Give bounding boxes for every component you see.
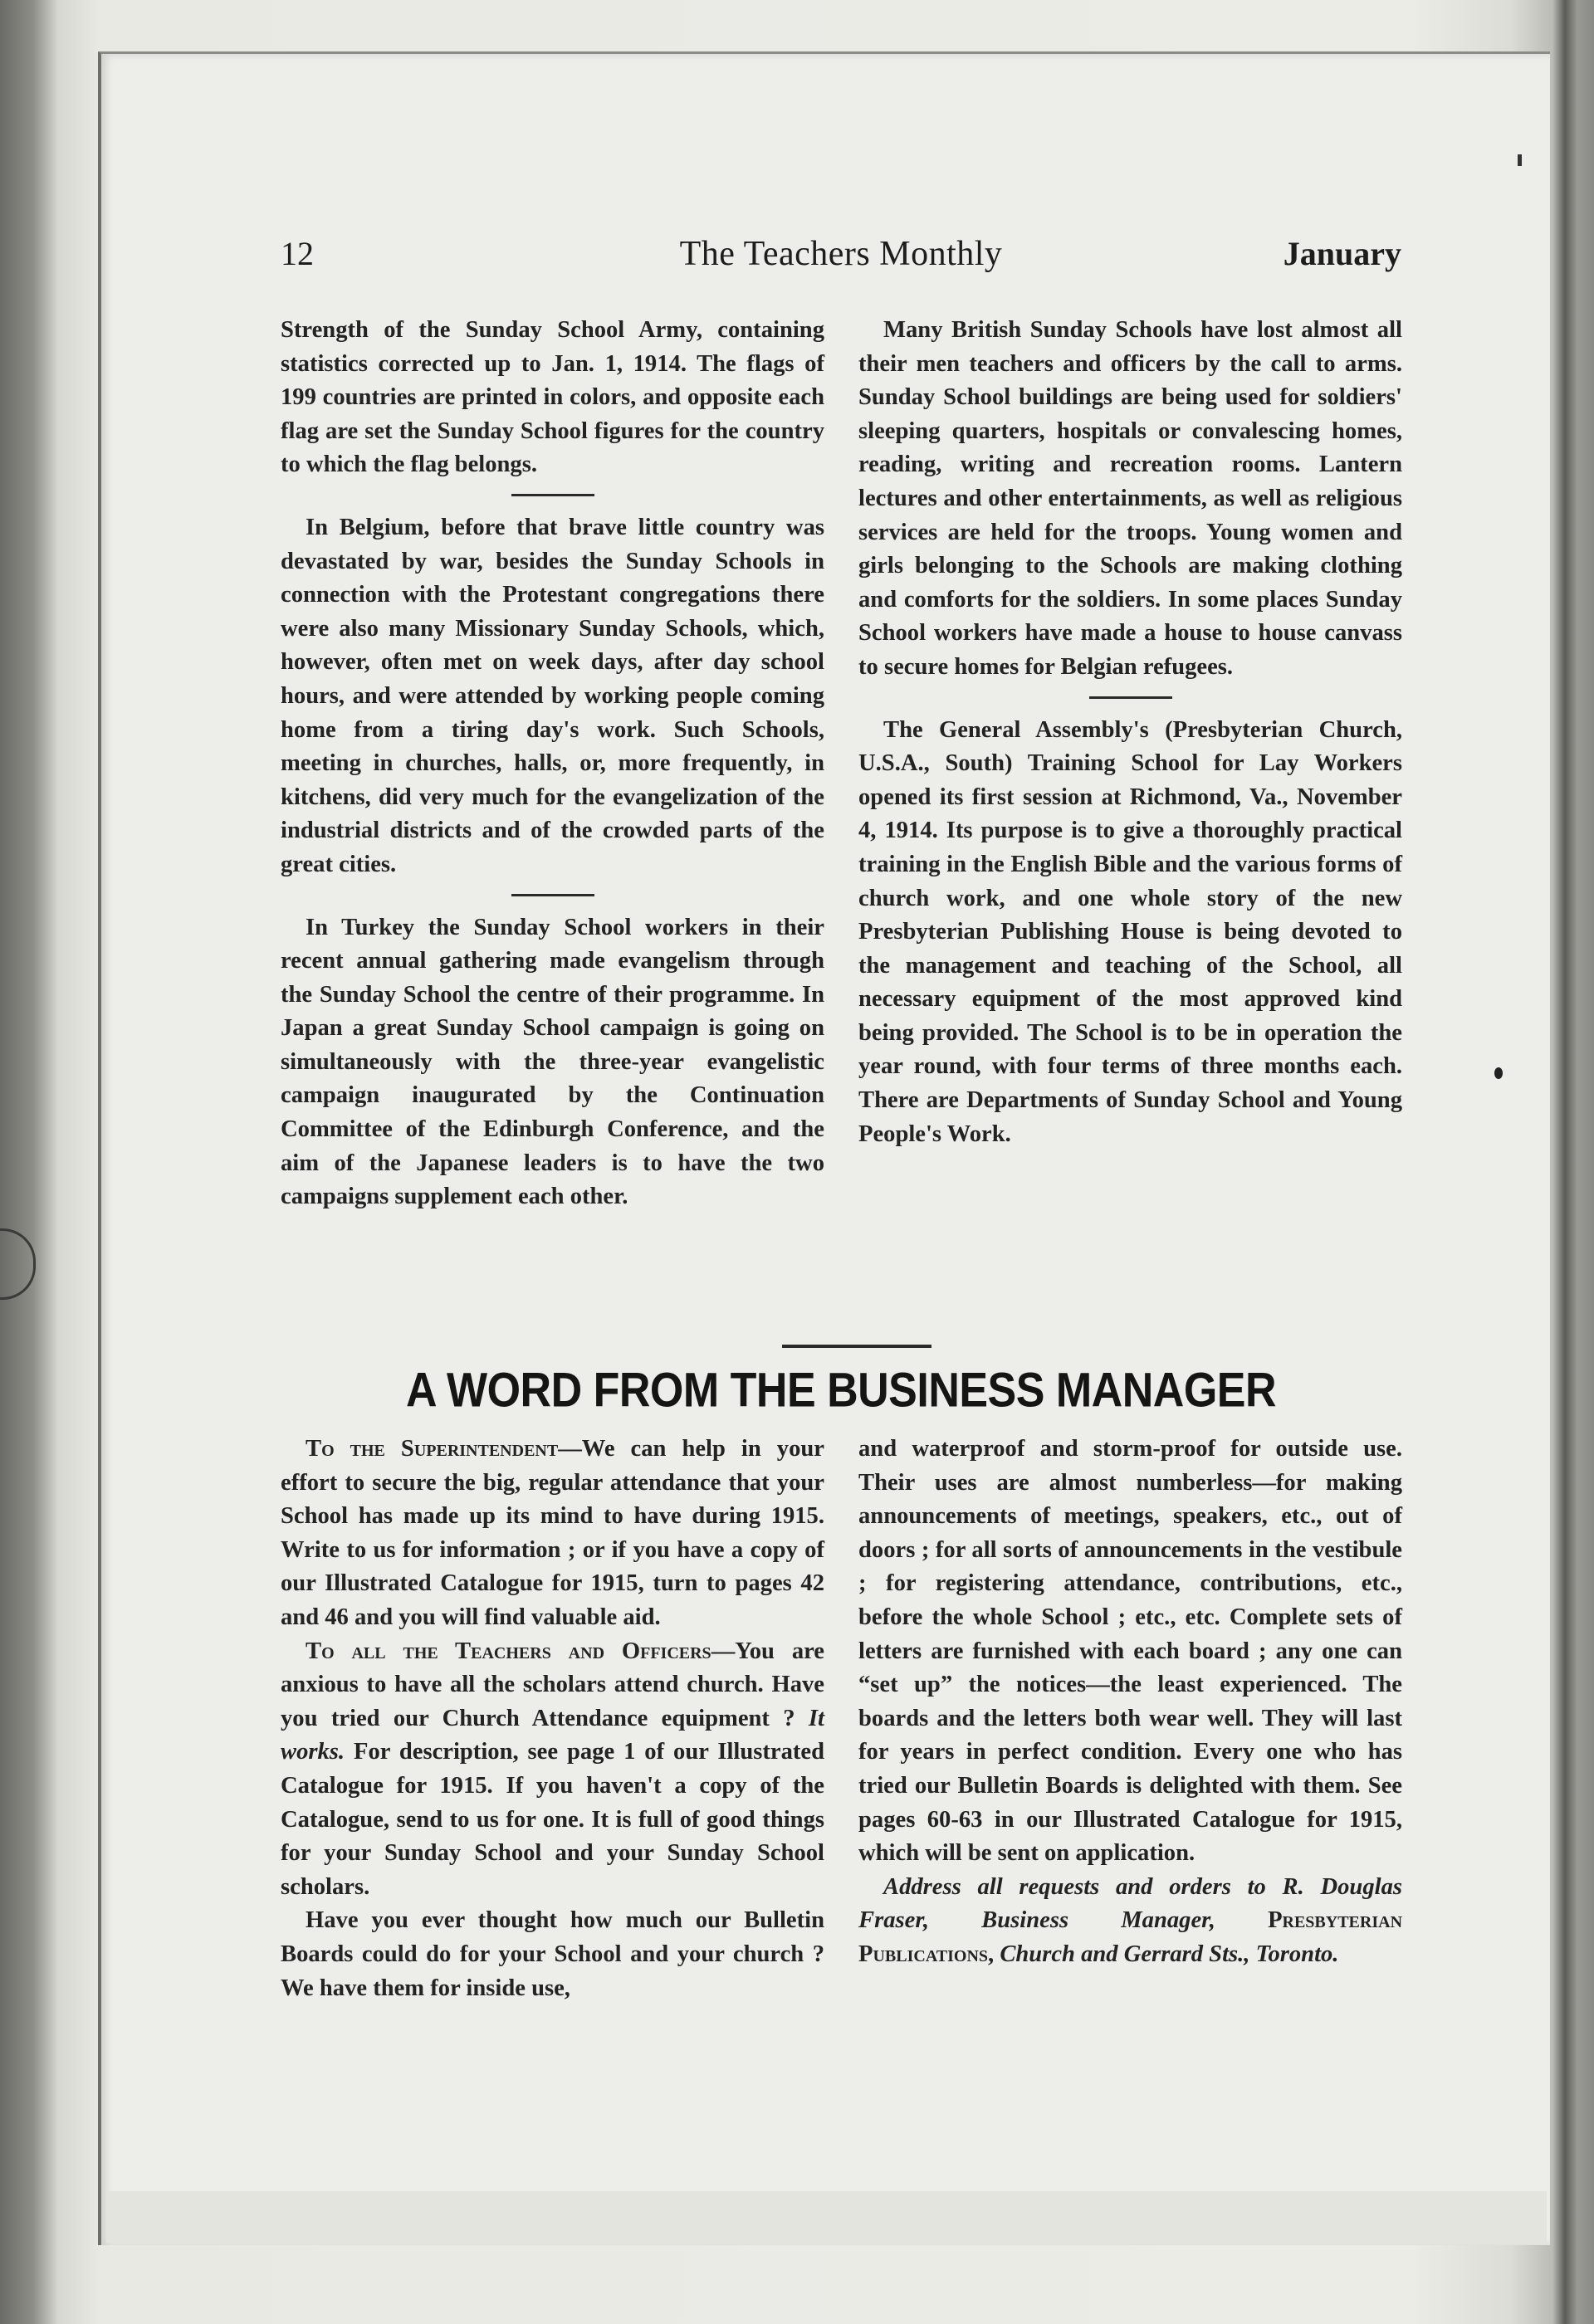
divider	[1089, 696, 1172, 699]
business-left-column	[281, 1433, 824, 2005]
divider	[511, 894, 594, 896]
paragraph: The General Assembly's (Presbyterian Church, U.S.A., South) Training School for Lay Workers opened its first session at Richmond, Va., November 4, 1914. Its purpose is to give a thoroughly practical training in the English Bible and the various forms of church work, and one whole story of the new Presbyterian Publishing House is being devoted to the management and teaching of the School, all necessary equipment of the most approved kind being provided. The School is to be in operation the year round, with four terms of three months each. There are Departments of Sunday School and Young People's Work.	[858, 716, 1402, 1147]
paragraph: Strength of the Sunday School Army, containing statistics corrected up to Jan. 1, 1914. The flags of 199 countries are printed in colors, and opposite each flag are set the Sunday School figures for the country to which the flag belongs.	[281, 317, 824, 478]
running-header	[281, 234, 1401, 284]
paragraph: Have you ever thought how much our Bulletin Boards could do for your School and your church ? We have them for inside use,	[281, 1907, 824, 2001]
paragraph: In Belgium, before that brave little country was devastated by war, besides the Sunday Schools in connection with the Protestant congregations there were also many Missionary Sunday Schools, which, however, often met on week days, after day school hours, and were attended by working people coming home from a tiring day's work. Such Schools, meeting in churches, halls, or, more frequently, in kitchens, did very much for the evangelization of the industrial districts and of the crowded parts of the great cities.	[281, 514, 824, 877]
paragraph	[281, 1433, 824, 1635]
left-column	[281, 314, 824, 1214]
page-number: 12	[281, 235, 314, 272]
address-text: Address all requests and orders to R. Douglas Fraser, Business Manager,	[858, 1873, 1402, 1934]
section-rule	[782, 1345, 931, 1348]
paragraph	[281, 1635, 824, 1905]
emphasis: It works.	[281, 1705, 824, 1765]
body-text: For description, see page 1 of our Illustrated Catalogue for 1915. If you haven't a copy of the Catalogue, send to us for one. It is full of good things for your Sunday School and your Sunday School scholars.	[281, 1739, 824, 1900]
paragraph: and waterproof and storm-proof for outside use. Their uses are almost numberless—for making announcements of meetings, speakers, etc., out of doors ; for all sorts of announcements in the vestibule ; for registering attendance, contributions, etc., before the whole School ; etc., etc. Complete sets of letters are furnished with each board ; any one can “set up” the notices—the least experienced. The boards and the letters both wear well. They will last for years in perfect condition. Every one who has tried our Bulletin Boards is delighted with them. See pages 60-63 in our Illustrated Catalogue for 1915, which will be sent on application.	[858, 1436, 1402, 1867]
lead-in: To the Superintendent	[306, 1436, 559, 1462]
body-text: —You are anxious to have all the scholars attend church. Have you tried our Church Attendance equipment ?	[281, 1638, 824, 1731]
section-title: A WORD FROM THE BUSINESS MANAGER	[405, 1364, 1277, 1418]
address-text: Church and Gerrard Sts., Toronto.	[1000, 1941, 1339, 1967]
divider	[511, 494, 594, 496]
address-block	[858, 1871, 1402, 1972]
publisher-name: Presbyterian Publications,	[858, 1907, 1403, 1967]
issue-month: January	[1283, 235, 1401, 272]
right-column	[858, 314, 1402, 1151]
lead-in: To all the Teachers and Officers	[306, 1638, 711, 1664]
paragraph: In Turkey the Sunday School workers in their recent annual gathering made evangelism through the Sunday School the centre of their programme. In Japan a great Sunday School campaign is going on simultaneously with the three-year evangelistic campaign inaugurated by the Continuation Committee of the Edinburgh Conference, and the aim of the Japanese leaders is to have the two campaigns supplement each other.	[281, 914, 824, 1210]
paragraph: Many British Sunday Schools have lost almost all their men teachers and officers by the call to arms. Sunday School buildings are being used for soldiers' sleeping quarters, hospitals or convalescing homes, reading, writing and recreation rooms. Lantern lectures and other entertainments, as well as religious services are held for the troops. Young women and girls belonging to the Schools are making clothing and comforts for the soldiers. In some places Sunday School workers have made a house to house canvass to secure homes for Belgian refugees.	[858, 317, 1402, 680]
ink-blot	[1494, 1067, 1503, 1079]
body-text: —We can help in your effort to secure the big, regular attendance that your School has made up its mind to have during 1915. Write to us for information ; or if you have a copy of our Illustrated Catalogue for 1915, turn to pages 42 and 46 and you will find valuable aid.	[281, 1436, 824, 1630]
page-bottom-edge	[106, 2191, 1547, 2243]
business-right-column	[858, 1433, 1402, 1972]
ink-mark	[1518, 154, 1522, 166]
journal-title: The Teachers Monthly	[679, 235, 1003, 273]
